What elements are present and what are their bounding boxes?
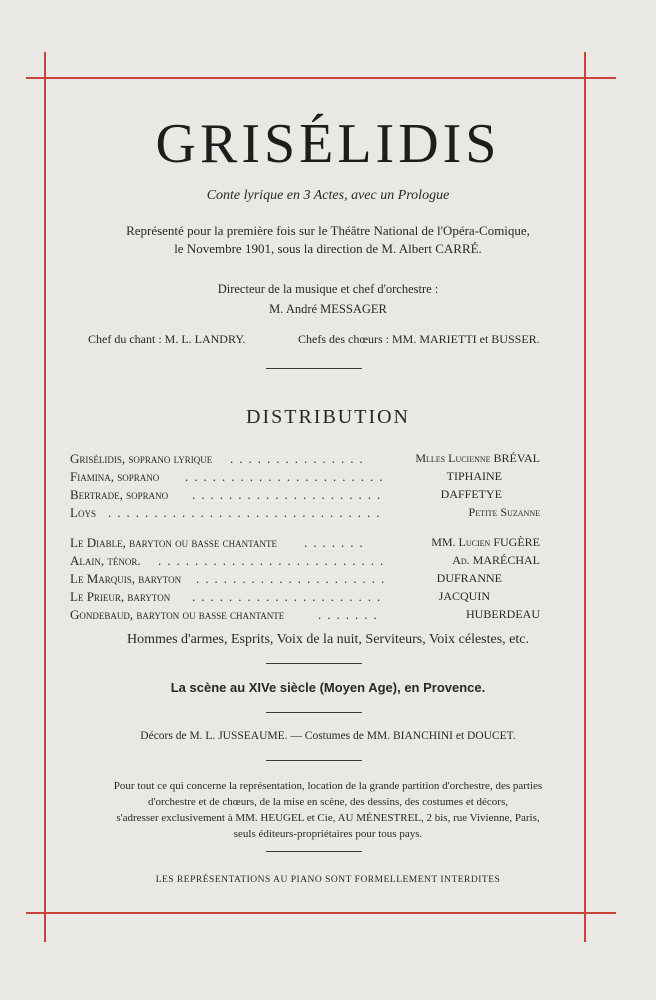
cast-role: Le Marquis, baryton [70,571,182,586]
cast-row [70,589,540,606]
leader-dots: ......................... [158,553,390,568]
chef-du-chant: Chef du chant : M. L. LANDRY. [88,332,246,346]
cast-row [70,505,540,522]
separator [266,851,362,852]
leader-dots: .............................. [108,505,386,520]
scene-setting: La scène au XIVe siècle (Moyen Age), en Provence. [170,680,486,695]
publisher-notice: Pour tout ce qui concerne la représentation, location de la grande partition d'orchestre, des parties d'orchestre et de chœurs, de la mise en scène, des dessins, des costumes et décors, s'adresser exclusivement à MM. HEUGEL et Cie, AU MÉNESTREL, 2 bis, rue Vivienne, Paris, seuls éditeurs-propriétaires pour tous pays. [113,780,543,840]
cast-row [70,607,540,624]
cast-singer: JACQUIN [438,589,490,603]
separator [266,663,362,664]
other-roles: Hommes d'armes, Esprits, Voix de la nuit, Serviteurs, Voix célestes, etc. [127,632,529,647]
cast-singer: DAFFETYE [440,487,502,501]
cast-singer: MM. Lucien FUGÈRE [431,535,540,549]
cast-row [70,469,540,486]
leader-dots: ..................... [196,571,391,586]
frame-bottom-rule [26,912,616,914]
separator [266,712,362,713]
frame-top-rule [26,77,616,79]
cast-role: Fiamina, soprano [70,469,160,484]
cast-row [70,451,540,468]
subtitle: Conte lyrique en 3 Actes, avec un Prologue [206,188,450,203]
cast-role: Gondebaud, baryton ou basse chantante [70,607,285,622]
page-title: GRISÉLIDIS [155,113,501,175]
direction-label: Directeur de la musique et chef d'orchestre : [217,282,439,296]
leader-dots: ..................... [192,487,387,502]
cast-singer: Mlles Lucienne BRÉVAL [415,451,540,465]
cast-singer: HUBERDEAU [466,607,540,621]
cast-row [70,487,540,504]
cast-role: Loys [70,505,96,520]
cast-singer: DUFRANNE [436,571,502,585]
chefs-des-choeurs: Chefs des chœurs : MM. MARIETTI et BUSSER. [298,332,540,346]
direction-name: M. André MESSAGER [269,302,387,316]
decors-costumes: Décors de M. L. JUSSEAUME. — Costumes de MM. BIANCHINI et DOUCET. [140,730,516,742]
cast-role: Le Prieur, baryton [70,589,171,604]
cast-row [70,571,540,588]
cast-role: Le Diable, baryton ou basse chantante [70,535,277,550]
cast-role: Alain, ténor. [70,553,141,568]
piano-prohibition-notice: LES REPRÉSENTATIONS AU PIANO SONT FORMELLEMENT INTERDITES [155,875,501,885]
cast-role: Grisélidis, soprano lyrique [70,451,213,466]
cast-row [70,553,540,570]
leader-dots: ...................... [185,469,389,484]
separator [266,760,362,761]
separator [266,368,362,369]
distribution-heading: DISTRIBUTION [246,406,410,428]
cast-singer: TIPHAINE [446,469,502,483]
leader-dots: ....... [304,535,369,550]
leader-dots: ....... [318,607,383,622]
cast-role: Bertrade, soprano [70,487,169,502]
cast-row [70,535,540,552]
leader-dots: ..................... [192,589,387,604]
cast-singer: Petite Suzanne [468,505,540,519]
cast-singer: Ad. MARÉCHAL [452,553,540,567]
premiere-text: Représenté pour la première fois sur le Théâtre National de l'Opéra-Comique, le Novembre 1901, sous la direction de M. Albert CARRÉ. [126,223,530,256]
leader-dots: ............... [230,451,369,466]
